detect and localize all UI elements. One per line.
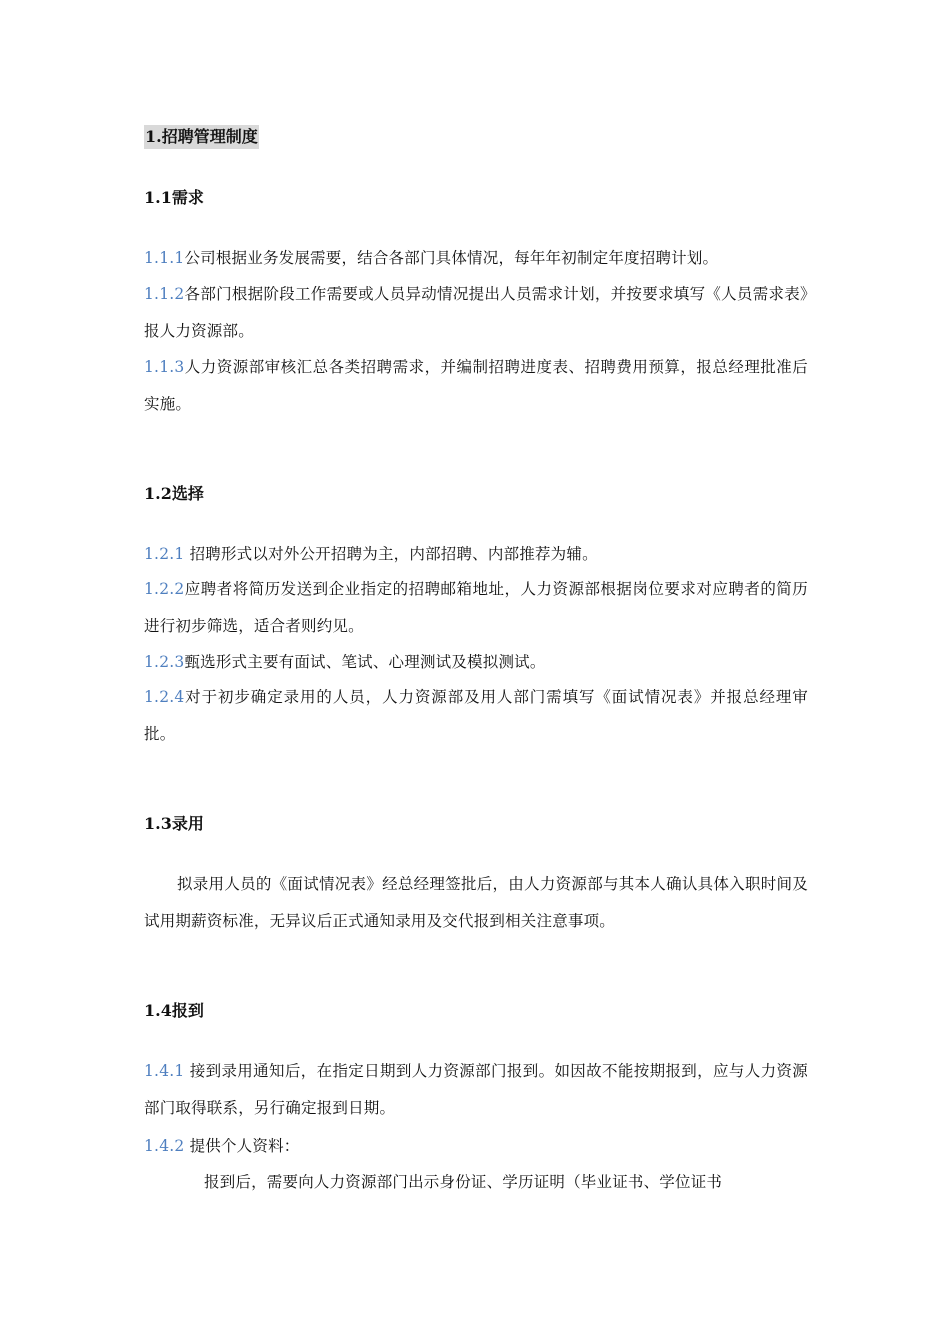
paragraph [144,276,808,350]
paragraph [144,349,808,423]
item-text: 各部门根据阶段工作需要或人员异动情况提出人员需求计划，并按要求填写《人员需求表》报人力资源部。 [144,285,808,340]
item-text: 接到录用通知后，在指定日期到人力资源部门报到。如因故不能按期报到，应与人力资源部门取得联系，另行确定报到日期。 [144,1062,808,1117]
paragraph [144,571,808,645]
item-text: 甄选形式主要有面试、笔试、心理测试及模拟测试。 [184,653,546,671]
item-number: 1.4.1 [144,1062,185,1080]
item-number: 1.1.2 [144,285,185,303]
item-text: 公司根据业务发展需要，结合各部门具体情况，每年年初制定年度招聘计划。 [184,249,719,267]
paragraph [144,1128,808,1165]
item-number: 1.2.4 [144,688,185,706]
item-number: 1.2.2 [144,580,185,598]
item-number: 1.2.3 [144,653,185,671]
section-heading: 1.2选择 [144,484,204,503]
paragraph [144,536,808,573]
section-heading: 1.4报到 [144,1001,204,1020]
item-number: 1.4.2 [144,1137,185,1155]
section-heading: 1.1需求 [144,188,204,207]
item-number: 1.1.1 [144,249,185,267]
item-text: 对于初步确定录用的人员，人力资源部及用人部门需填写《面试情况表》并报总经理审批。 [144,688,808,743]
paragraph [144,240,808,277]
item-number: 1.1.3 [144,358,185,376]
item-text: 人力资源部审核汇总各类招聘需求，并编制招聘进度表、招聘费用预算，报总经理批准后实施。 [144,358,808,413]
paragraph [144,1053,808,1127]
paragraph [144,644,808,681]
paragraph [144,679,808,753]
paragraph: 拟录用人员的《面试情况表》经总经理签批后，由人力资源部与其本人确认具体入职时间及试用期薪资标准，无异议后正式通知录用及交代报到相关注意事项。 [144,875,808,930]
item-text: 招聘形式以对外公开招聘为主，内部招聘、内部推荐为辅。 [184,545,598,563]
main-heading: 1.招聘管理制度 [144,125,259,149]
item-text: 提供个人资料： [184,1137,300,1155]
item-text: 应聘者将简历发送到企业指定的招聘邮箱地址，人力资源部根据岗位要求对应聘者的简历进行初步筛选，适合者则约见。 [144,580,808,635]
paragraph: 报到后，需要向人力资源部门出示身份证、学历证明（毕业证书、学位证书 [204,1173,723,1191]
item-number: 1.2.1 [144,545,185,563]
section-heading: 1.3录用 [144,814,204,833]
